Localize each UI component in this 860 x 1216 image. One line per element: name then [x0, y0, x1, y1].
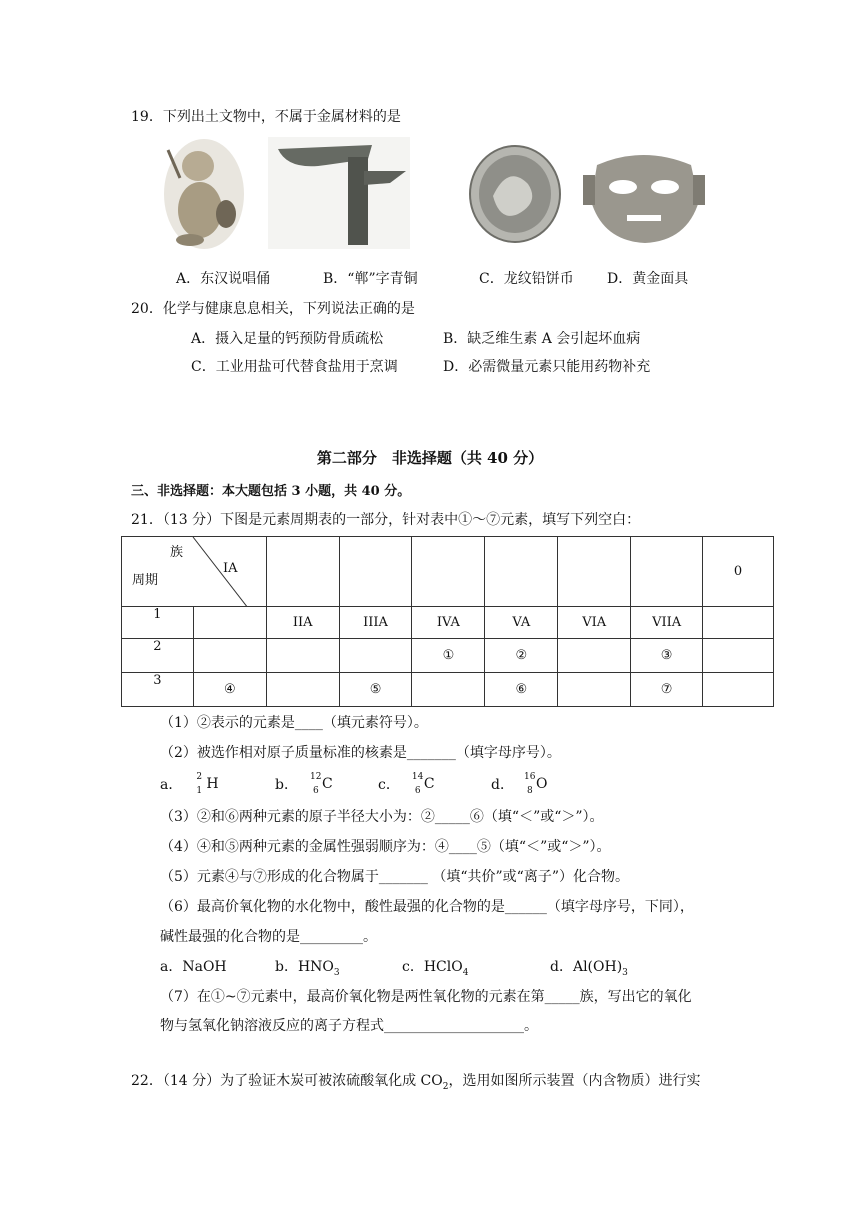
table-cell — [412, 673, 485, 707]
atomic-number: 8 — [526, 786, 533, 796]
mass-number: 14 — [411, 772, 424, 782]
table-cell — [703, 607, 774, 639]
periodic-table — [121, 536, 774, 707]
q21-sub6-line1: （6）最高价氧化物的水化物中，酸性最强的化合物的是______（填字母序号，下同）， — [160, 899, 694, 915]
compound-formula: c．HClO — [402, 959, 463, 975]
part2-title: 第二部分 非选择题（共 40 分） — [316, 449, 544, 467]
lead-coin-image — [468, 144, 562, 244]
atomic-number: 6 — [414, 786, 421, 796]
table-cell: IIIA — [339, 607, 412, 639]
table-corner-cell — [122, 537, 267, 607]
table-cell — [266, 639, 339, 673]
gold-mask-image — [583, 145, 705, 247]
q20-option-b[interactable]: B．缺乏维生素 A 会引起坏血病 — [443, 331, 641, 347]
table-cell — [558, 673, 631, 707]
nuclide-option-b[interactable] — [275, 774, 344, 794]
element-symbol: H — [206, 776, 219, 792]
period-cell: 1 — [122, 607, 194, 639]
nuclide-option-c[interactable] — [378, 774, 446, 794]
header-ia-label: IA — [223, 561, 238, 576]
table-cell: VA — [485, 607, 558, 639]
q21-sub7-line2: 物与氢氧化钠溶液反应的离子方程式____________________。 — [160, 1018, 538, 1034]
table-cell: ① — [412, 639, 485, 673]
element-symbol: O — [535, 776, 548, 792]
table-cell — [339, 639, 412, 673]
q20-option-c[interactable]: C．工业用盐可代替食盐用于烹调 — [191, 359, 398, 375]
nuclide-symbol — [196, 772, 230, 796]
q22-text-end: ，选用如图所示装置（内含物质）进行实 — [448, 1073, 701, 1089]
table-cell — [703, 639, 774, 673]
table-cell: ③ — [631, 639, 703, 673]
compound-option-a[interactable] — [160, 956, 227, 976]
period-cell: 2 — [122, 639, 194, 673]
table-row-period-2 — [122, 639, 774, 673]
table-cell — [193, 639, 266, 673]
header-period-label: 周期 — [132, 573, 159, 588]
table-row-period-1 — [122, 607, 774, 639]
q21-sub7-line1: （7）在①~⑦元素中，最高价氧化物是两性氧化物的元素在第_____族，写出它的氧化 — [160, 989, 692, 1005]
q21-sub4: （4）④和⑤两种元素的金属性强弱顺序为：④____⑤（填“＜”或“＞”）。 — [160, 839, 611, 855]
atomic-number: 1 — [196, 786, 203, 796]
mass-number: 12 — [309, 772, 322, 782]
nuclide-symbol — [411, 772, 446, 796]
q22-stem — [131, 1070, 700, 1092]
compound-option-d[interactable] — [550, 956, 628, 978]
table-cell: ⑥ — [485, 673, 558, 707]
table-cell: ⑤ — [339, 673, 412, 707]
table-row-period-3 — [122, 673, 774, 707]
q20-stem: 20．化学与健康息息相关，下列说法正确的是 — [131, 301, 415, 317]
table-cell: ② — [485, 639, 558, 673]
table-cell: IIA — [266, 607, 339, 639]
compound-formula: d．Al(OH) — [550, 959, 623, 975]
q20-option-d[interactable]: D．必需微量元素只能用药物补充 — [443, 359, 651, 375]
q21-stem: 21．（13 分）下图是元素周期表的一部分，针对表中①～⑦元素，填写下列空白： — [131, 512, 641, 528]
nuclide-symbol — [309, 772, 344, 796]
atomic-number: 6 — [312, 786, 319, 796]
table-cell — [193, 607, 266, 639]
header-group-label: 族 — [170, 545, 184, 560]
q21-sub6-line2: 碱性最强的化合物的是_________。 — [160, 929, 377, 945]
element-symbol: C — [423, 776, 435, 792]
compound-option-c[interactable] — [402, 956, 468, 978]
table-cell: IVA — [412, 607, 485, 639]
formula-subscript: 3 — [622, 967, 628, 978]
nuclide-symbol — [523, 772, 558, 796]
q21-sub3: （3）②和⑥两种元素的原子半径大小为：②_____⑥（填“＜”或“＞”）。 — [160, 809, 604, 825]
table-cell — [558, 639, 631, 673]
q21-sub5: （5）元素④与⑦形成的化合物属于_______ （填“共价”或“离子”）化合物。 — [160, 869, 629, 885]
section3-title: 三、非选择题：本大题包括 3 小题，共 40 分。 — [131, 484, 411, 499]
q19-option-b[interactable]: B．“郸”字青铜 — [323, 271, 418, 287]
header-zero-label: 0 — [703, 537, 774, 607]
q19-option-c[interactable]: C．龙纹铅饼币 — [479, 271, 574, 287]
q19-stem: 19．下列出土文物中，不属于金属材料的是 — [131, 109, 401, 125]
period-cell: 3 — [122, 673, 194, 707]
element-symbol: C — [321, 776, 333, 792]
formula-subscript: 4 — [462, 967, 469, 978]
table-cell: ④ — [193, 673, 266, 707]
formula-subscript: 2 — [442, 1081, 449, 1092]
formula-subscript: 3 — [333, 967, 340, 978]
table-cell: VIA — [558, 607, 631, 639]
option-letter: b． — [275, 777, 298, 793]
option-letter: c． — [378, 777, 400, 793]
mass-number: 2 — [196, 772, 203, 782]
compound-option-b[interactable] — [275, 956, 340, 978]
table-cell — [266, 673, 339, 707]
mass-number: 16 — [523, 772, 536, 782]
nuclide-option-d[interactable] — [491, 774, 558, 794]
q21-sub1: （1）②表示的元素是____（填元素符号）。 — [160, 715, 428, 731]
option-letter: d． — [491, 777, 514, 793]
q19-option-a[interactable]: A．东汉说唱俑 — [176, 271, 271, 287]
figurine-image — [160, 136, 244, 250]
compound-formula: b．HNO — [275, 959, 334, 975]
compound-formula: a．NaOH — [160, 959, 227, 975]
q20-option-a[interactable]: A．摄入足量的钙预防骨质疏松 — [191, 331, 384, 347]
nuclide-option-a[interactable] — [160, 774, 230, 794]
table-cell: VIIA — [631, 607, 703, 639]
bronze-dagger-image — [268, 137, 410, 249]
q19-option-d[interactable]: D．黄金面具 — [607, 271, 689, 287]
q21-sub2: （2）被选作相对原子质量标准的核素是_______（填字母序号）。 — [160, 745, 561, 761]
option-letter: a． — [160, 777, 183, 793]
table-cell — [703, 673, 774, 707]
table-cell: ⑦ — [631, 673, 703, 707]
q22-text-start: 22．（14 分）为了验证木炭可被浓硫酸氧化成 CO — [131, 1073, 443, 1089]
